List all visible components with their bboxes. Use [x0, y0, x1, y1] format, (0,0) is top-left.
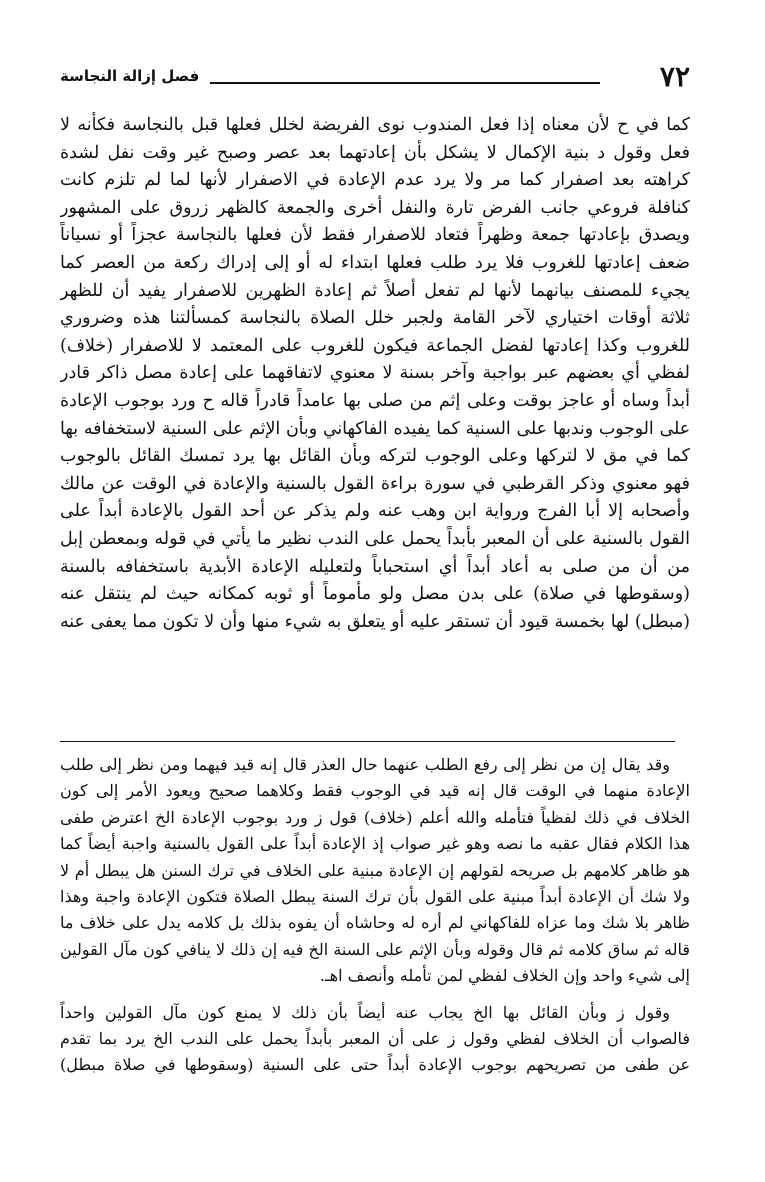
text-line: من أن من صلى به أعاد أبداً أي استحباباً ولتعليله الإعادة الأبدية باستخفافه بالسنة — [60, 556, 690, 577]
footnote-line: قاله ثم ساق كلامه ثم قال وقوله وبأن الإثم على السنة الخ فيه إن ذلك لا ينافي كون مآل القولين — [60, 939, 690, 959]
footnotes — [60, 752, 690, 1079]
footnote-line: وقد يقال إن من نظر إلى رفع الطلب عنهما حال العذر قال إنه قيد فيهما ومن نظر إلى طلب — [60, 755, 670, 774]
text-line: فهو معنوي وذكر القرطبي في سورة براءة القول بالسنية والإعادة في الوقت عن مالك — [60, 473, 690, 494]
main-text — [60, 112, 690, 636]
header-rule — [210, 82, 600, 84]
page-number: ٧٢ — [659, 59, 690, 93]
text-line: كما في ح لأن معناه إذا فعل المندوب نوى الفريضة لخلل فعلها قبل بالنجاسة فكأنه لا — [60, 115, 690, 135]
text-line: (مبطل) لها بخمسة قيود أن تستقر عليه أو يتعلق به شيء منها وأن لا تكون مما يعفى عنه — [60, 611, 690, 632]
footnote-line: هو ظاهر كلامهم بل صريحه لقولهم إن الإعادة مبنية على الخلاف في ترك السنن هل يبطل أم لا — [60, 860, 690, 880]
text-line: كما في مق لا لتركها وعلى الوجوب لتركه وبأن القائل بها يرد تمسك القائل بالوجوب — [60, 446, 690, 467]
running-header — [60, 60, 690, 92]
footnote-line: الإعادة منهما في الوقت قال إنه قيد في الوجوب فقط وكلاهما صحيح ويعود الأمر إلى كون — [60, 781, 690, 801]
paragraph-gap — [60, 990, 690, 1000]
footnote-line: وقول ز وبأن القائل بها الخ يجاب عنه أيضاً بأن ذلك لا يمنع كون مآل القولين واحداً — [60, 1002, 670, 1022]
footnote-line: هذا الكلام فقال عقبه ما نصه وهو غير صواب إذ الإعادة أبداً على القول بالسنية واجبة أيضاً كما — [60, 834, 690, 854]
text-line: كنافلة فروعي جانب الفرض تارة والنفل أخرى والجمعة كالظهر زروق على المشهور — [60, 197, 690, 218]
footnote-line: فالصواب أن الخلاف لفظي وقول ز على أن المعبر بأبداً يحمل على الندب الخ يرد بما تقدم — [60, 1029, 690, 1049]
section-title: فصل إزالة النجاسة — [60, 67, 200, 85]
text-line: ويصدق بإعادتها جمعة وظهراً فتعاد للاصفرار فقط لأن فعلها بالنجاسة عجزاً أو نسياناً — [60, 225, 690, 246]
text-line: لفظي أي بعضهم عبر بواجبة وآخر بسنة لا معنوي لاتفاقهما على إعادة مصل ذاكر قادر — [60, 363, 690, 384]
text-line: (وسقوطها في صلاة) على بدن مصل ولو مأموماً أو ثوبه كمكانه حيث لم ينتقل عنه — [60, 584, 690, 605]
footnote-line: ولا شك أن الإعادة أبداً مبنية على القول بأن ترك السنة يبطل الصلاة فتكون الإعادة واجبة وهذا — [60, 887, 690, 907]
footnote-line: إلى شيء واحد وإن الخلاف لفظي لمن تأمله وأنصف اهـ. — [319, 966, 690, 986]
text-line: على الوجوب وندبها على السنية كما يفيده الفاكهاني وبأن الإثم على السنية لاستخفافه بها — [60, 418, 690, 439]
footnote-line: الخلاف في ذلك لفظياً فتأمله والله أعلم (خلاف) قول ز ورد بوجوب الإعادة الخ اعترض طفى — [60, 807, 690, 827]
text-line: ضعف إعادتها للغروب فلا يرد طلب فعلها ابتداء له أو إلى إدراك ركعة من العصر كما — [60, 252, 690, 273]
footnote-line: ظاهر بلا شك وما عزاه للفاكهاني لم أره له وحاشاه أن يفوه بذلك بل كلامه يدل على خلاف ما — [60, 913, 690, 933]
text-line: كراهته بعد اصفرار كما مر ولا يرد عدم الإعادة في الاصفرار لأنها لما لم تلزم كانت — [60, 170, 690, 191]
text-line: أبداً وساه أو عاجز بوقت وعلى إثم من صلى بها عامداً قادراً قاله ح ورد بوجوب الإعادة — [60, 390, 690, 411]
text-line: للغروب وكذا إعادتها لفضل الجماعة فيكون للغروب على المعتمد لا للاصفرار (خلاف) — [60, 335, 690, 356]
text-line: يجيء للمصنف بيانهما لأنها لم تفعل أصلاً ثم إعادة الظهرين للاصفرار يفيد أن للظهر — [60, 280, 690, 301]
text-line: ثلاثة أوقات اختياري لآخر القامة ولجبر خلل الصلاة بالنجاسة كمسألتنا هذه وضروري — [60, 308, 690, 329]
footnote-line: عن طفى من تصريحهم بوجوب الإعادة أبداً حتى على السنية (وسقوطها في صلاة مبطل) — [60, 1055, 690, 1075]
text-line: فعل وقول د بنية الإكمال لا يشكل بأن إعادتهما بعد عصر وصبح غير وقت نفل لشدة — [60, 142, 690, 163]
text-line: وأصحابه إلا أبا الفرج ورواية ابن وهب عنه ولم يذكر عن أحد القول بالإعادة أبداً على — [60, 501, 690, 522]
text-line: القول بالسنية على أن المعبر بأبداً يحمل على الندب نظير ما يأتي في قوله وبمعطن إبل — [60, 528, 690, 549]
footnote-separator — [60, 741, 675, 742]
